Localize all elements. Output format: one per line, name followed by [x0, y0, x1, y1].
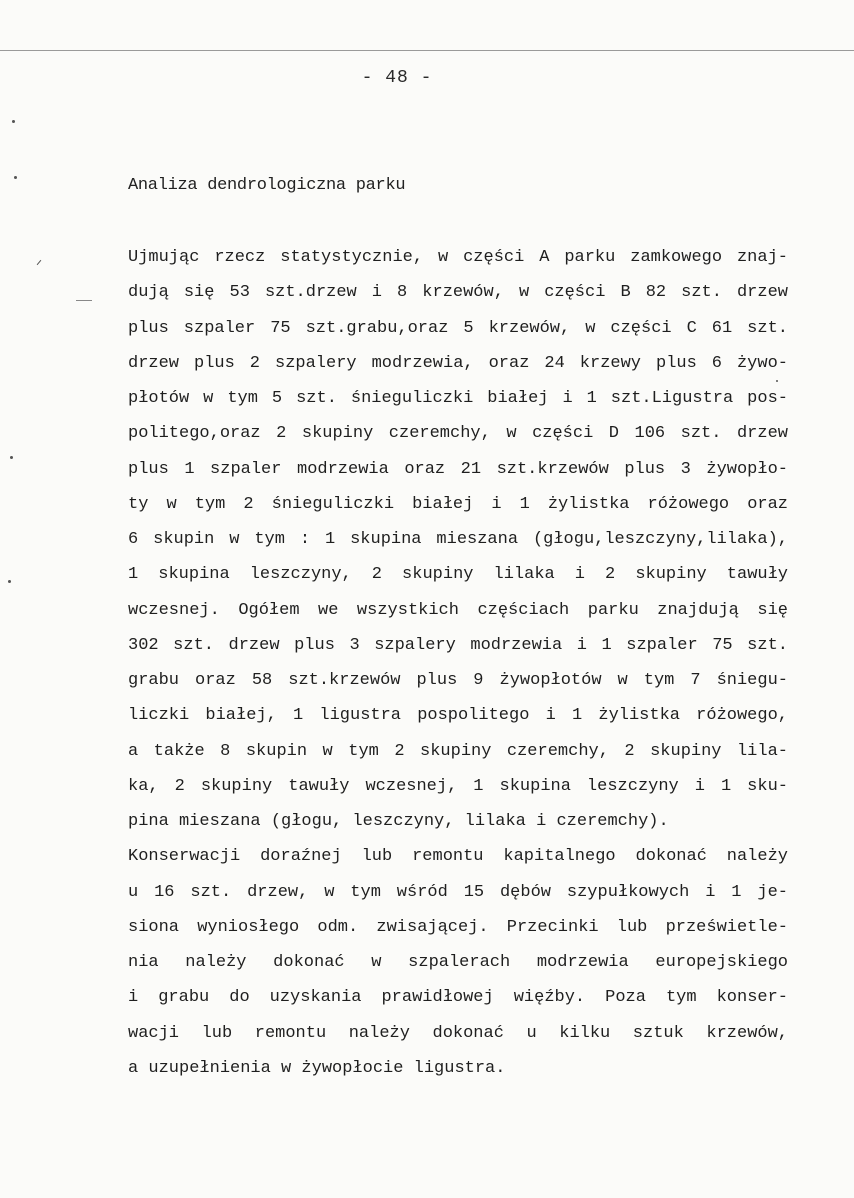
- section-heading: Analiza dendrologiczna parku: [128, 176, 406, 195]
- scan-speck: [76, 300, 92, 301]
- text-line: płotów w tym 5 szt. śnieguliczki białej i 1 szt.Ligustra pos-: [128, 389, 788, 408]
- text-line: ka, 2 skupiny tawuły wczesnej, 1 skupina leszczyny i 1 sku-: [128, 776, 788, 796]
- scan-speck: [12, 120, 15, 123]
- text-line: wacji lub remontu należy dokonać u kilku sztuk krzewów,: [128, 1023, 788, 1043]
- text-line: i grabu do uzyskania prawidłowej więźby. Poza tym konser-: [128, 988, 788, 1008]
- text-line: liczki białej, 1 ligustra pospolitego i 1 żylistka różowego,: [128, 706, 788, 726]
- body-text: [128, 246, 788, 1092]
- text-line: a uzupełnienia w żywopłocie ligustra.: [128, 1058, 506, 1078]
- scan-speck: [8, 580, 11, 583]
- text-line: 302 szt. drzew plus 3 szpalery modrzewia i 1 szpaler 75 szt.: [128, 635, 788, 655]
- text-line: Ujmując rzecz statystycznie, w części A parku zamkowego znaj-: [128, 248, 788, 267]
- scan-speck: [14, 176, 17, 179]
- text-line: politego,oraz 2 skupiny czeremchy, w części D 106 szt. drzew: [128, 424, 788, 444]
- text-line: 6 skupin w tym : 1 skupina mieszana (głogu,leszczyny,lilaka),: [128, 530, 788, 549]
- text-line: siona wyniosłego odm. zwisającej. Przecinki lub prześwietle-: [128, 917, 788, 937]
- text-line: grabu oraz 58 szt.krzewów plus 9 żywopłotów w tym 7 śniegu-: [128, 671, 788, 690]
- text-line: 1 skupina leszczyny, 2 skupiny lilaka i 2 skupiny tawuły: [128, 565, 788, 585]
- text-line: ty w tym 2 śnieguliczki białej i 1 żylistka różowego oraz: [128, 494, 788, 514]
- scan-speck: [776, 380, 778, 382]
- page-top-edge-line: [0, 50, 854, 51]
- scan-speck: [10, 456, 13, 459]
- text-line: plus 1 szpaler modrzewia oraz 21 szt.krzewów plus 3 żywopło-: [128, 459, 788, 479]
- text-line: plus szpaler 75 szt.grabu,oraz 5 krzewów, w części C 61 szt.: [128, 318, 788, 338]
- text-line: drzew plus 2 szpalery modrzewia, oraz 24 krzewy plus 6 żywo-: [128, 353, 788, 373]
- text-line: a także 8 skupin w tym 2 skupiny czeremchy, 2 skupiny lila-: [128, 741, 788, 761]
- page-number: - 48 -: [361, 68, 433, 88]
- scan-speck: [37, 260, 42, 265]
- text-line: dują się 53 szt.drzew i 8 krzewów, w części B 82 szt. drzew: [128, 283, 788, 303]
- text-line: nia należy dokonać w szpalerach modrzewia europejskiego: [128, 953, 788, 972]
- text-line: wczesnej. Ogółem we wszystkich częściach parku znajdują się: [128, 600, 788, 620]
- text-line: pina mieszana (głogu, leszczyny, lilaka i czeremchy).: [128, 812, 669, 831]
- text-line: Konserwacji doraźnej lub remontu kapitalnego dokonać należy: [128, 847, 788, 867]
- text-line: u 16 szt. drzew, w tym wśród 15 dębów szypułkowych i 1 je-: [128, 882, 788, 902]
